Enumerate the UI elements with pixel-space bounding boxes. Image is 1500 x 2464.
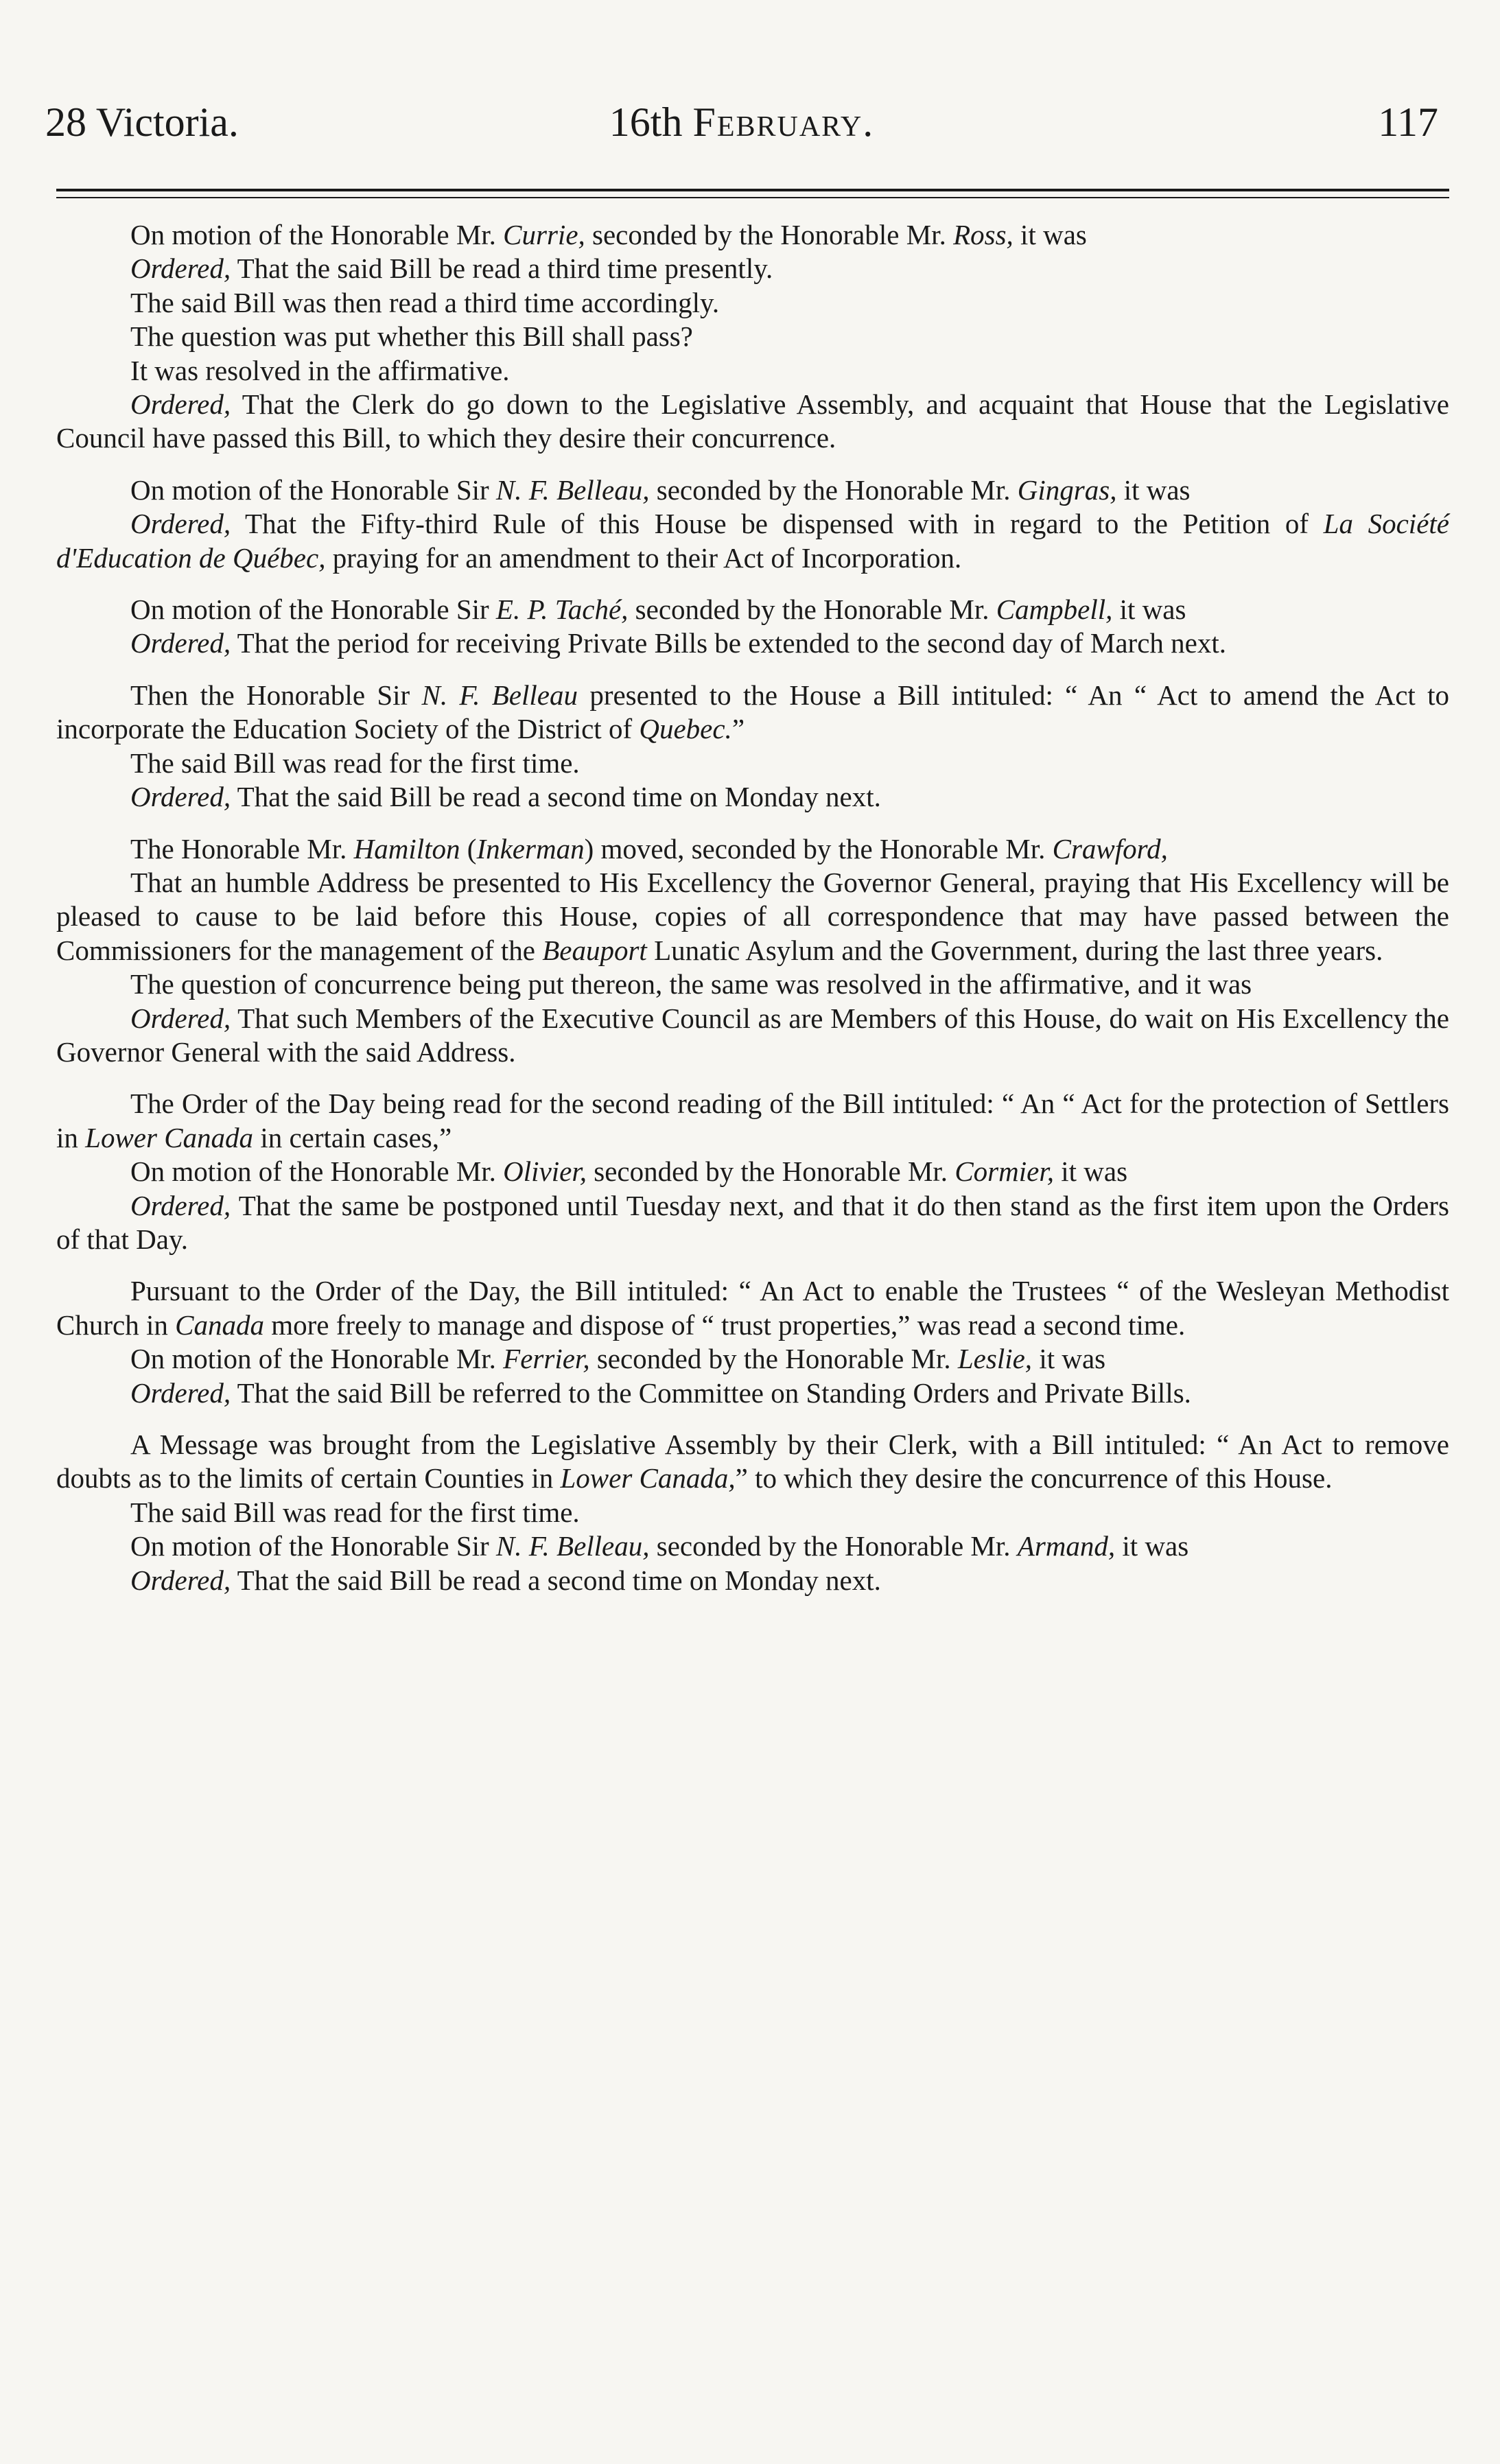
minutes-paragraph — [56, 1529, 1449, 1563]
text-run: seconded by the Honorable Mr. — [589, 1343, 958, 1375]
text-run: On motion of the Honorable Mr. — [130, 1343, 504, 1375]
text-run: ) moved, seconded by the Honorable Mr. — [584, 832, 1053, 865]
text-run: The said Bill was then read a third time accordingly. — [130, 286, 720, 318]
text-run: more freely to manage and dispose of “ trust properties,” was read a second time. — [263, 1309, 1186, 1341]
italic-text: Ordered, — [130, 1564, 231, 1596]
minutes-paragraph — [56, 866, 1449, 967]
text-run: A Message was brought from the Legislative Assembly by their Clerk, with a Bill intituled: “ An Act to remove doubts as to the limits of certain Counties in — [56, 1429, 1449, 1494]
minutes-body — [56, 218, 1449, 1597]
text-run: it was — [1053, 1155, 1128, 1188]
text-run: it was — [1112, 594, 1186, 626]
text-run: That an humble Address be presented to His Excellency the Governor General, praying that His Excellency will be pleased to cause to be laid before this House, copies of all correspondence that may have passed between the Commissioners for the management of the — [56, 866, 1449, 966]
text-run: Then the Honorable Sir — [130, 679, 422, 711]
italic-text: La Société d'Education de Québec, — [56, 508, 1449, 574]
minutes-paragraph — [56, 354, 1449, 388]
italic-text: Ordered, — [130, 253, 231, 285]
minutes-paragraph — [56, 679, 1449, 747]
minutes-paragraph — [56, 1002, 1449, 1070]
text-run: The said Bill was read for the first time. — [130, 1496, 580, 1528]
italic-text: E. P. Taché, — [495, 594, 629, 626]
minutes-paragraph — [56, 1155, 1449, 1188]
italic-text: Hamilton — [353, 832, 460, 865]
italic-text: Canada — [175, 1309, 264, 1341]
text-run: presented to the House a Bill intituled: “ An “ Act to amend the Act to incorporate the Education Society of the District of — [56, 679, 1450, 745]
italic-text: N. F. Belleau, — [495, 1530, 650, 1562]
text-run: That such Members of the Executive Council as are Members of this House, do wait on His Excellency the Governor General with the said Address. — [56, 1002, 1449, 1068]
text-run: in certain cases,” — [253, 1121, 452, 1153]
text-run: it was — [1032, 1343, 1106, 1375]
text-run: Lunatic Asylum and the Government, during the last three years. — [646, 934, 1383, 966]
minutes-paragraph — [56, 252, 1449, 285]
italic-text: Ordered, — [130, 781, 231, 813]
italic-text: N. F. Belleau — [421, 679, 578, 711]
minutes-paragraph — [56, 1428, 1449, 1496]
minutes-paragraph — [56, 780, 1449, 814]
italic-text: Ordered, — [130, 1189, 231, 1221]
italic-text: Lower Canada, — [560, 1462, 736, 1494]
text-run: That the said Bill be read a second time on Monday next. — [231, 781, 881, 813]
italic-text: Ordered, — [130, 1002, 231, 1034]
italic-text: Olivier, — [503, 1155, 587, 1188]
text-run: On motion of the Honorable Sir — [130, 594, 496, 626]
text-run: On motion of the Honorable Mr. — [130, 1155, 504, 1188]
text-run: On motion of the Honorable Sir — [130, 1530, 496, 1562]
minutes-paragraph — [56, 1496, 1449, 1529]
text-run: ” — [731, 713, 745, 745]
italic-text: Ordered, — [130, 508, 231, 540]
text-run: praying for an amendment to their Act of Incorporation. — [325, 541, 962, 574]
date-day: 16th — [609, 99, 693, 145]
italic-text: Ordered, — [130, 1376, 231, 1409]
italic-text: Ordered, — [130, 388, 231, 421]
italic-text: Cormier, — [954, 1155, 1054, 1188]
minutes-paragraph — [56, 507, 1449, 575]
text-run: Pursuant to the Order of the Day, the Bill intituled: “ An Act to enable the Trustees “ of the Wesleyan Methodist Church in — [56, 1275, 1449, 1341]
text-run: The question of concurrence being put thereon, the same was resolved in the affirmative, and it was — [130, 968, 1252, 1000]
date-month: February. — [692, 99, 875, 145]
minutes-paragraph — [56, 320, 1449, 353]
text-run: On motion of the Honorable Mr. — [130, 219, 504, 250]
date-label — [45, 95, 1438, 150]
session-label: 28 Victoria. — [45, 99, 239, 145]
text-run: That the said Bill be read a second time on Monday next. — [231, 1564, 881, 1596]
minutes-paragraph — [56, 747, 1449, 780]
text-run: The Honorable Mr. — [130, 832, 354, 865]
italic-text: Inkerman — [476, 832, 585, 865]
text-run: That the said Bill be referred to the Committee on Standing Orders and Private Bills. — [231, 1376, 1191, 1409]
text-run: The question was put whether this Bill shall pass? — [130, 320, 693, 353]
text-run: it was — [1013, 219, 1087, 250]
text-run: That the period for receiving Private Bills be extended to the second day of March next. — [231, 627, 1227, 659]
minutes-paragraph — [56, 1274, 1449, 1342]
page-header — [45, 95, 1438, 150]
text-run: The said Bill was read for the first time. — [130, 747, 580, 779]
text-run: ( — [460, 832, 477, 865]
text-run: seconded by the Honorable Mr. — [628, 594, 996, 626]
minutes-paragraph — [56, 286, 1449, 320]
minutes-paragraph — [56, 1564, 1449, 1597]
text-run: The Order of the Day being read for the second reading of the Bill intituled: “ An “ Act for the protection of Settlers in — [56, 1088, 1449, 1153]
italic-text: Armand, — [1017, 1530, 1116, 1562]
italic-text: Leslie, — [957, 1343, 1033, 1375]
italic-text: Campbell, — [996, 594, 1113, 626]
header-rule-thick — [56, 189, 1449, 191]
text-run: seconded by the Honorable Mr. — [587, 1155, 955, 1188]
italic-text: Ross, — [953, 219, 1013, 250]
text-run: That the Clerk do go down to the Legislative Assembly, and acquaint that House that the Legislative Council have passed this Bill, to which they desire their concurrence. — [56, 388, 1449, 454]
italic-text: N. F. Belleau, — [495, 473, 650, 506]
italic-text: Beauport — [542, 934, 647, 966]
text-run: seconded by the Honorable Mr. — [649, 473, 1018, 506]
minutes-paragraph — [56, 1087, 1449, 1155]
italic-text: Currie, — [503, 219, 585, 250]
minutes-paragraph — [56, 832, 1449, 866]
minutes-paragraph — [56, 1376, 1449, 1410]
minutes-paragraph — [56, 1189, 1449, 1257]
italic-text: Ordered, — [130, 627, 231, 659]
text-run: ” to which they desire the concurrence of this House. — [735, 1462, 1333, 1494]
italic-text: Ferrier, — [503, 1343, 590, 1375]
text-run: That the said Bill be read a third time presently. — [231, 253, 773, 285]
text-run: It was resolved in the affirmative. — [130, 354, 510, 386]
text-run: seconded by the Honorable Mr. — [649, 1530, 1018, 1562]
header-rule-thin — [56, 197, 1449, 198]
minutes-paragraph — [56, 593, 1449, 626]
minutes-paragraph — [56, 473, 1449, 507]
italic-text: Crawford, — [1052, 832, 1168, 865]
minutes-paragraph — [56, 1342, 1449, 1376]
text-run: seconded by the Honorable Mr. — [585, 219, 954, 250]
text-run: it was — [1116, 473, 1191, 506]
page-number: 117 — [1378, 99, 1438, 145]
text-run: That the same be postponed until Tuesday next, and that it do then stand as the first item upon the Orders of that Day. — [56, 1189, 1449, 1255]
minutes-paragraph — [56, 967, 1449, 1001]
italic-text: Gingras, — [1017, 473, 1117, 506]
text-run: On motion of the Honorable Sir — [130, 473, 496, 506]
italic-text: Quebec. — [639, 713, 732, 745]
text-run: it was — [1115, 1530, 1189, 1562]
text-run: That the Fifty-third Rule of this House be dispensed with in regard to the Petition of — [231, 508, 1324, 540]
minutes-paragraph — [56, 218, 1449, 252]
italic-text: Lower Canada — [85, 1121, 254, 1153]
minutes-paragraph — [56, 626, 1449, 660]
minutes-paragraph — [56, 388, 1449, 456]
